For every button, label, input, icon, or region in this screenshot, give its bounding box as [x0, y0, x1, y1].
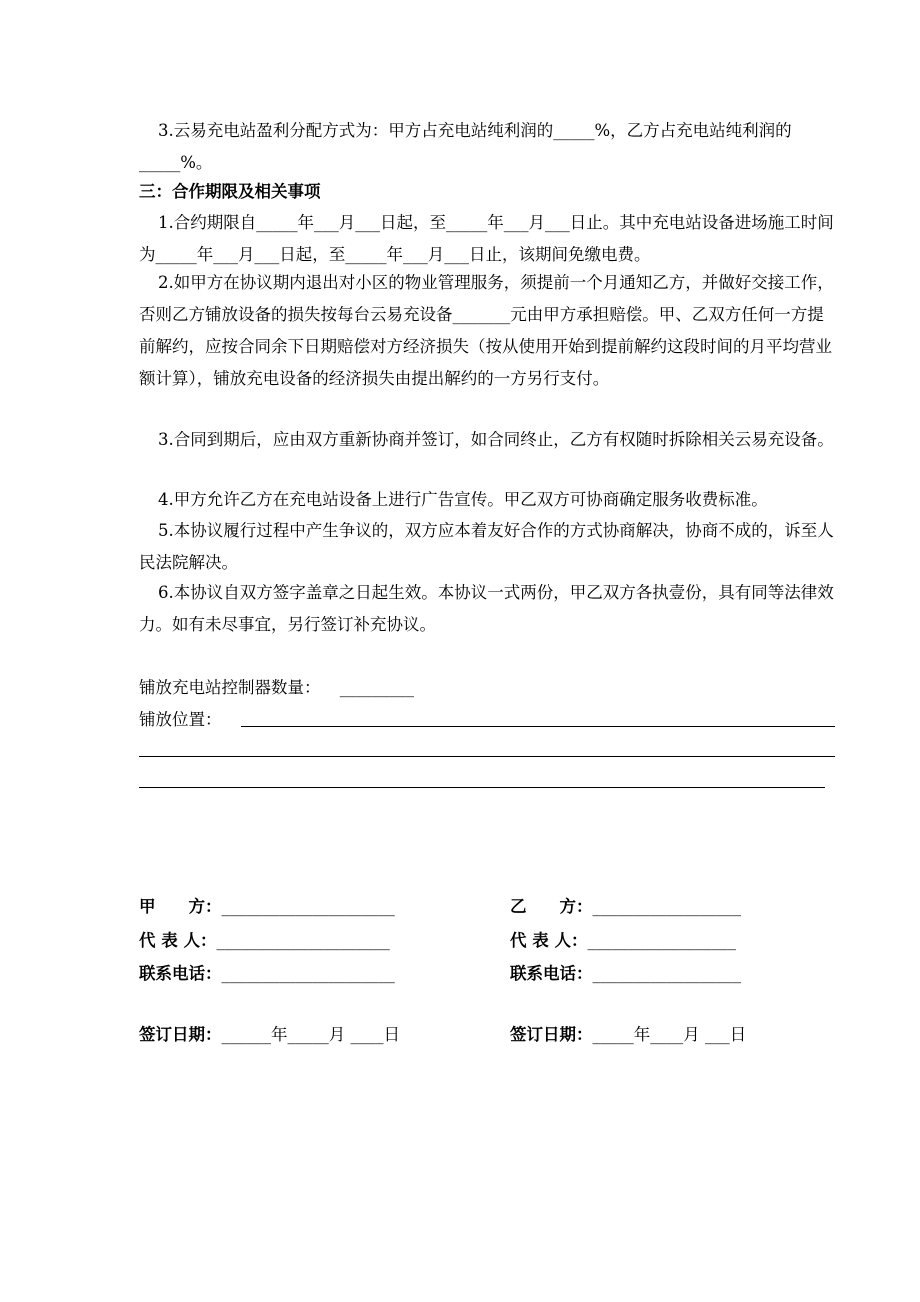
- location-label: 铺放位置：: [139, 710, 222, 729]
- party-a-date-label: 签订日期：: [139, 1025, 222, 1044]
- party-b-date-value[interactable]: _____年____月 ___日: [592, 1025, 747, 1044]
- party-b-row: [510, 894, 741, 920]
- party-a-blank[interactable]: _____________________: [221, 897, 395, 916]
- clause-3-profit-share: [139, 115, 839, 179]
- location-label-row: [139, 707, 222, 733]
- party-b-blank[interactable]: __________________: [592, 897, 741, 916]
- item-text: 4.甲方允许乙方在充电站设备上进行广告宣传。甲乙双方可协商确定服务收费标准。: [158, 490, 768, 509]
- party-a-row: [139, 894, 395, 920]
- party-a-date-value[interactable]: ______年_____月 ____日: [221, 1025, 400, 1044]
- party-b-phone-row: [510, 961, 741, 987]
- party-b-date-row: [510, 1022, 746, 1048]
- party-b-label: 乙 方：: [510, 897, 593, 916]
- section3-item-2: [139, 267, 839, 395]
- controller-count-blank[interactable]: _________: [339, 678, 414, 697]
- party-b-phone-label: 联系电话：: [510, 964, 593, 983]
- party-a-date-row: [139, 1022, 400, 1048]
- party-a-rep-blank[interactable]: _____________________: [216, 931, 390, 950]
- section-3-heading: 三：合作期限及相关事项: [139, 182, 321, 201]
- location-line-1[interactable]: [241, 726, 835, 727]
- party-a-rep-row: [139, 928, 390, 954]
- item-text: 6.本协议自双方签字盖章之日起生效。本协议一式两份，甲乙双方各执壹份，具有同等法律效力。如有未尽事宜，另行签订补充协议。: [139, 583, 834, 634]
- party-a-phone-row: [139, 961, 395, 987]
- item-text: 2.如甲方在协议期内退出对小区的物业管理服务，须提前一个月通知乙方，并做好交接工作，否则乙方铺放设备的损失按每台云易充设备_______元由甲方承担赔偿。甲、乙双方任何一方提前解约，应按合同余下日期赔偿对方经济损失（按从使用开始到提前解约这段时间的月平均营业额计算），铺放充电设备的经济损失由提出解约的一方另行支付。: [139, 273, 834, 388]
- party-b-date-label: 签订日期：: [510, 1025, 593, 1044]
- section3-item-6: [139, 577, 839, 641]
- party-b-rep-label: 代 表 人：: [510, 931, 588, 950]
- controller-count-label: 铺放充电站控制器数量：: [139, 678, 321, 697]
- controller-count-row: [139, 675, 414, 701]
- location-line-3[interactable]: [139, 787, 825, 788]
- section3-item-5: [139, 515, 839, 579]
- item-text: 5.本协议履行过程中产生争议的，双方应本着友好合作的方式协商解决，协商不成的，诉至人民法院解决。: [139, 521, 834, 572]
- item-text: 1.合约期限自_____年___月___日起，至_____年___月___日止。其中充电站设备进场施工时间为_____年___月___日起，至_____年___月___日止，该期间免缴电费。: [139, 213, 834, 264]
- section3-item-3: [139, 424, 839, 456]
- section3-item-4: [139, 484, 839, 516]
- party-a-phone-blank[interactable]: _____________________: [221, 964, 395, 983]
- clause-text: 3.云易充电站盈利分配方式为：甲方占充电站纯利润的_____%，乙方占充电站纯利润的_____%。: [139, 121, 792, 172]
- party-b-rep-blank[interactable]: __________________: [587, 931, 736, 950]
- party-a-phone-label: 联系电话：: [139, 964, 222, 983]
- party-a-label: 甲 方：: [139, 897, 222, 916]
- party-b-rep-row: [510, 928, 736, 954]
- item-text: 3.合同到期后，应由双方重新协商并签订，如合同终止，乙方有权随时拆除相关云易充设备。: [158, 430, 834, 449]
- location-line-2[interactable]: [139, 756, 835, 757]
- party-a-rep-label: 代 表 人：: [139, 931, 217, 950]
- section3-item-1: [139, 207, 839, 271]
- party-b-phone-blank[interactable]: __________________: [592, 964, 741, 983]
